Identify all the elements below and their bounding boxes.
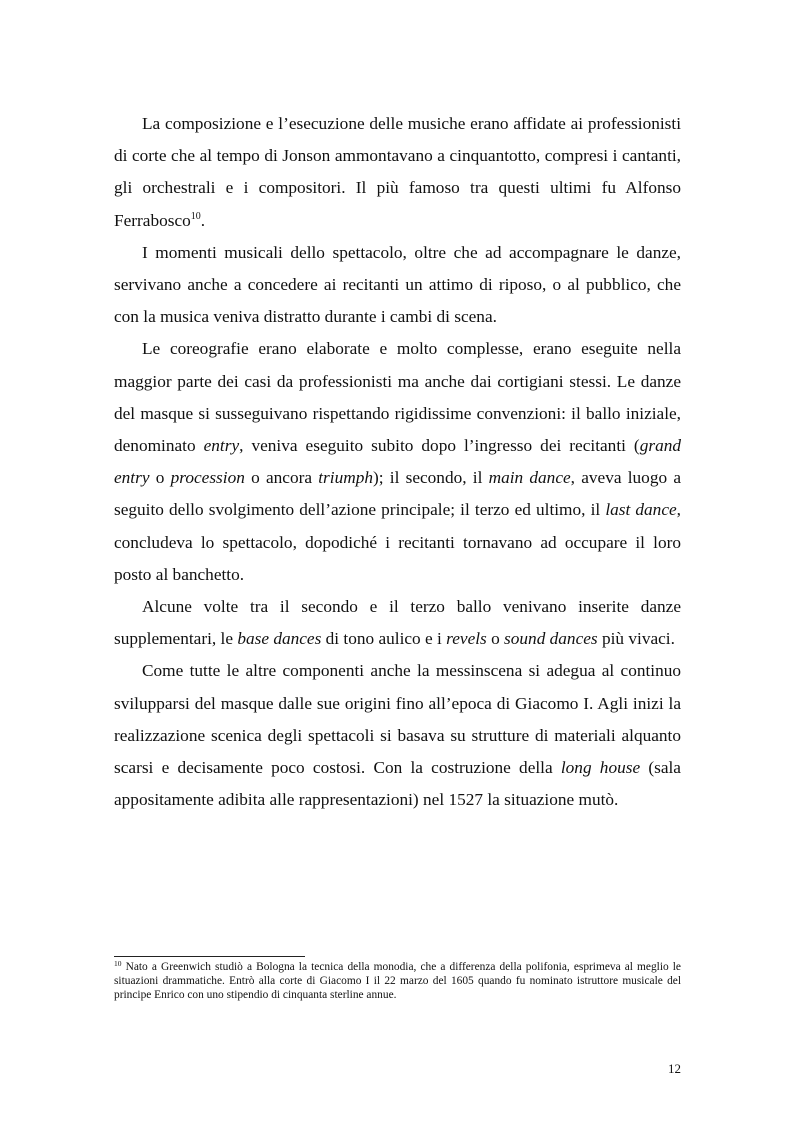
footnote-separator	[114, 956, 305, 957]
page-number: 12	[668, 1061, 681, 1076]
text-run: I momenti musicali dello spettacolo, oltre che ad accompagnare le danze, servivano anche a concedere ai recitanti un attimo di riposo, o al pubblico, che con la musica veniva distratto durante i cambi di scena.	[114, 242, 681, 327]
text-run: La composizione e l’esecuzione delle musiche erano affidate ai professionisti di corte che al tempo di Jonson ammontavano a cinquantotto, compresi i cantanti, gli orchestrali e i compositori. Il più famoso tra questi ultimi fu Alfonso Ferrabosco	[114, 114, 681, 230]
text-run: o	[149, 468, 171, 488]
paragraph	[114, 237, 681, 334]
paragraph	[114, 591, 681, 655]
footnote-marker: 10	[114, 959, 122, 968]
paragraph	[114, 108, 681, 237]
italic-term: triumph	[318, 468, 373, 488]
italic-term: long house	[560, 758, 641, 778]
text-run: Come tutte le altre componenti anche la messinscena si adegua al continuo svilupparsi del masque dalle sue origini fino all’epoca di Giacomo I. Agli inizi la realizzazione scenica degli spettacoli si basava su strutture di materiali alquanto scarsi e decisamente poco costosi. Con la costruzione della	[114, 661, 681, 778]
italic-term: entry	[203, 436, 240, 456]
italic-term: sound dances	[504, 629, 598, 649]
text-run: .	[200, 210, 206, 230]
italic-term: main dance	[488, 468, 571, 488]
text-run: Le coreografie erano elaborate e molto complesse, erano eseguite nella maggior parte dei casi da professionisti ma anche dai cortigiani stessi. Le danze del masque si susseguivano rispettando rigidissime convenzioni: il ballo iniziale, denominato	[114, 339, 681, 456]
text-run: o	[486, 629, 505, 649]
footnote-reference: 10	[190, 210, 201, 222]
text-run: (sala appositamente adibita alle rappresentazioni) nel 1527 la situazione mutò.	[114, 758, 681, 810]
paragraph	[114, 333, 681, 591]
footnote	[114, 960, 681, 1003]
italic-term: revels	[446, 629, 487, 649]
text-run: Alcune volte tra il secondo e il terzo ballo venivano inserite danze supplementari, le	[114, 597, 681, 649]
body-text	[114, 108, 681, 816]
text-run: , concludeva lo spettacolo, dopodiché i recitanti tornavano ad occupare il loro posto al banchetto.	[114, 500, 681, 584]
text-run: , aveva luogo a seguito dello svolgimento dell’azione principale; il terzo ed ultimo, il	[114, 468, 682, 520]
italic-term: last dance	[605, 500, 677, 520]
text-run: più vivaci.	[597, 629, 675, 649]
text-run: di tono aulico e i	[321, 629, 447, 649]
italic-term: procession	[170, 468, 245, 488]
italic-term: grand entry	[114, 436, 681, 488]
text-run: o ancora	[244, 468, 319, 488]
paragraph	[114, 655, 681, 816]
text-run: ); il secondo, il	[372, 468, 489, 488]
footnote-text: Nato a Greenwich studiò a Bologna la tecnica della monodia, che a differenza della polifonia, esprimeva al meglio le situazioni drammatiche. Entrò alla corte di Giacomo I il 22 marzo del 1605 quando fu nominato istruttore musicale del principe Enrico con uno stipendio di cinquanta sterline annue.	[114, 961, 681, 1002]
text-run: , veniva eseguito subito dopo l’ingresso dei recitanti (	[239, 436, 640, 456]
italic-term: base dances	[237, 629, 322, 649]
